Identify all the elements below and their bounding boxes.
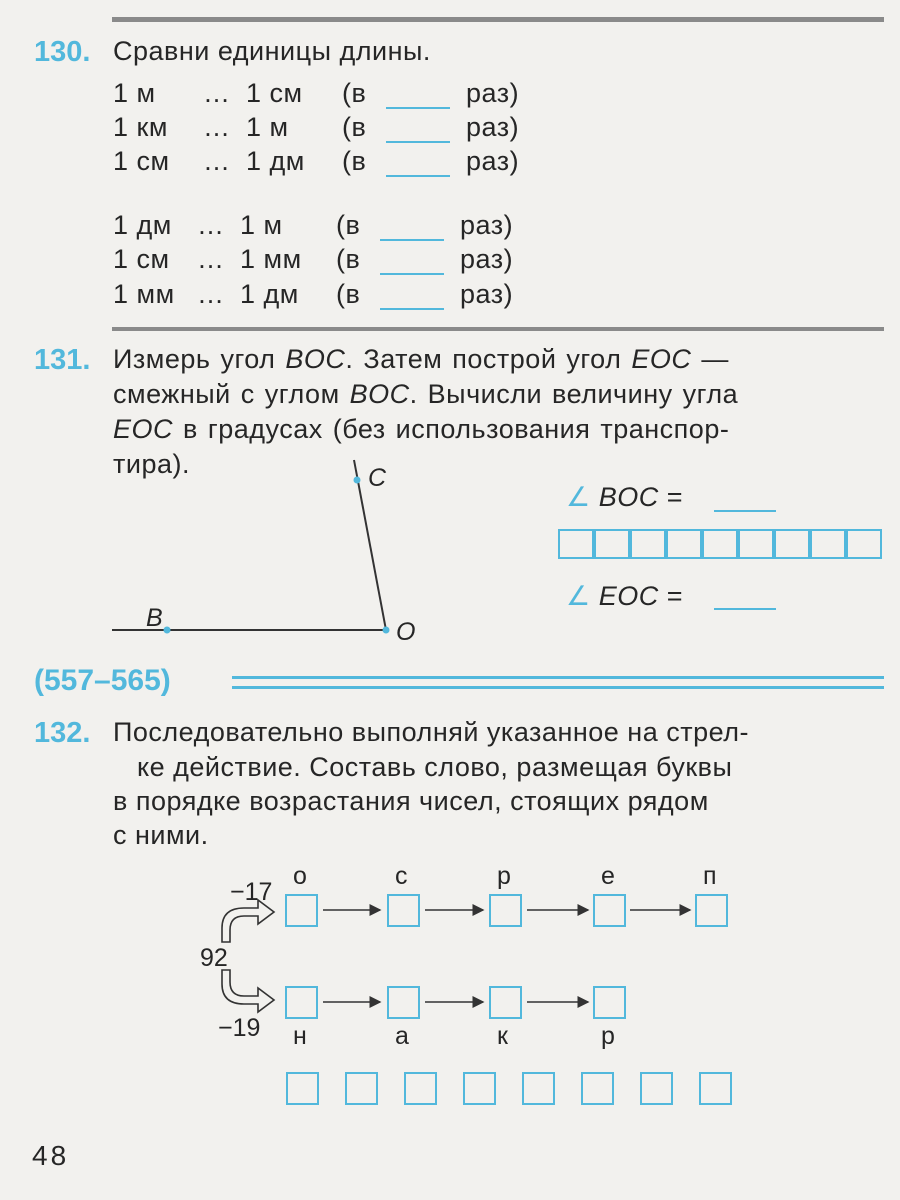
unit-right: 1 см <box>246 78 303 108</box>
letter-label: а <box>395 1022 409 1050</box>
task-132-line-1: Последовательно выполняй указанное на стрел- <box>113 717 749 747</box>
task-131-line-4: тира). <box>113 449 190 479</box>
unit-right: 1 дм <box>246 146 305 176</box>
grid-cell[interactable] <box>846 529 882 559</box>
text-span: в градусах (без использования транспор- <box>173 414 730 444</box>
angle-name: EOC <box>631 344 692 374</box>
start-number: 92 <box>200 944 228 972</box>
chain-box-top[interactable] <box>593 894 626 927</box>
paren-open: (в <box>342 78 367 108</box>
angle-icon: ∠ <box>566 581 591 611</box>
equals-sign: = <box>666 581 684 611</box>
answer-boc-blank[interactable] <box>714 510 776 512</box>
point-o-label: O <box>396 618 416 646</box>
angle-name: EOC <box>598 581 659 611</box>
angle-name: BOC <box>285 344 346 374</box>
point-b-label: B <box>146 604 163 632</box>
answer-letter-box[interactable] <box>581 1072 614 1105</box>
answer-letter-box[interactable] <box>404 1072 437 1105</box>
paren-open: (в <box>336 244 361 274</box>
answer-letter-box[interactable] <box>640 1072 673 1105</box>
answer-letter-box[interactable] <box>345 1072 378 1105</box>
angle-icon: ∠ <box>566 482 591 512</box>
task-131-number: 131. <box>34 344 91 376</box>
task-131-line-1 <box>113 344 729 375</box>
top-rule <box>112 17 884 22</box>
letter-label: н <box>293 1022 307 1050</box>
task-132-line-3: в порядке возрастания чисел, стоящих рядом <box>113 786 709 816</box>
section-double-rule-2 <box>232 686 884 689</box>
answer-letter-box[interactable] <box>286 1072 319 1105</box>
curved-arrow-down <box>222 970 274 1012</box>
answer-blank[interactable] <box>380 239 444 241</box>
comparison-dots: … <box>197 279 225 309</box>
paren-close: раз) <box>460 244 514 274</box>
paren-open: (в <box>342 112 367 142</box>
answer-blank[interactable] <box>380 273 444 275</box>
letter-label: с <box>395 862 408 890</box>
grid-cell[interactable] <box>774 529 810 559</box>
answer-letter-box[interactable] <box>699 1072 732 1105</box>
section-double-rule <box>232 676 884 679</box>
text-span: . Вычисли величину угла <box>409 379 739 409</box>
paren-open: (в <box>336 210 361 240</box>
equals-sign: = <box>666 482 684 512</box>
answer-blank[interactable] <box>386 107 450 109</box>
angle-name: BOC <box>349 379 410 409</box>
chain-box-bottom[interactable] <box>593 986 626 1019</box>
bottom-operation: −19 <box>218 1014 261 1042</box>
task-132-line-2: ке действие. Составь слово, размещая буквы <box>137 752 733 782</box>
unit-left: 1 см <box>113 244 170 274</box>
unit-right: 1 мм <box>240 244 302 274</box>
text-span: Измерь угол <box>113 344 286 374</box>
unit-left: 1 м <box>113 78 156 108</box>
unit-right: 1 м <box>246 112 289 142</box>
section-range: (557–565) <box>34 664 171 697</box>
unit-left: 1 дм <box>113 210 172 240</box>
grid-cell[interactable] <box>666 529 702 559</box>
grid-cell[interactable] <box>558 529 594 559</box>
task-132-line-4: с ними. <box>113 820 209 850</box>
letter-label: е <box>601 862 615 890</box>
answer-blank[interactable] <box>386 141 450 143</box>
task-130-number: 130. <box>34 36 91 68</box>
paren-close: раз) <box>466 146 520 176</box>
page-number: 48 <box>32 1140 70 1171</box>
grid-cell[interactable] <box>630 529 666 559</box>
comparison-dots: … <box>203 112 231 142</box>
comparison-dots: … <box>197 244 225 274</box>
task-130-title: Сравни единицы длины. <box>113 36 431 66</box>
chain-box-bottom[interactable] <box>489 986 522 1019</box>
answer-letter-box[interactable] <box>522 1072 555 1105</box>
answer-blank[interactable] <box>380 308 444 310</box>
task-130-rule <box>112 327 884 331</box>
grid-cell[interactable] <box>810 529 846 559</box>
top-operation: −17 <box>230 878 273 906</box>
comparison-dots: … <box>203 146 231 176</box>
paren-close: раз) <box>466 112 520 142</box>
paren-close: раз) <box>460 279 514 309</box>
paren-open: (в <box>336 279 361 309</box>
unit-left: 1 км <box>113 112 168 142</box>
comparison-dots: … <box>203 78 231 108</box>
letter-label: о <box>293 862 307 890</box>
point-b-dot <box>164 627 171 634</box>
text-span: . Затем построй угол <box>345 344 632 374</box>
answer-eoc <box>566 581 683 612</box>
answer-blank[interactable] <box>386 175 450 177</box>
letter-label: п <box>703 862 717 890</box>
paren-open: (в <box>342 146 367 176</box>
chain-box-bottom[interactable] <box>387 986 420 1019</box>
paren-close: раз) <box>466 78 520 108</box>
grid-cell[interactable] <box>738 529 774 559</box>
text-span: смежный с углом <box>113 379 350 409</box>
letter-label: к <box>497 1022 508 1050</box>
angle-name: EOC <box>113 414 174 444</box>
chain-box-top[interactable] <box>695 894 728 927</box>
unit-left: 1 мм <box>113 279 175 309</box>
answer-eoc-blank[interactable] <box>714 608 776 610</box>
chain-box-top[interactable] <box>489 894 522 927</box>
angle-name: BOC <box>598 482 659 512</box>
unit-right: 1 дм <box>240 279 299 309</box>
comparison-dots: … <box>197 210 225 240</box>
point-c-dot <box>354 477 361 484</box>
chain-box-top[interactable] <box>285 894 318 927</box>
task-132-number: 132. <box>34 717 91 749</box>
letter-label: р <box>601 1022 615 1050</box>
answer-boc <box>566 482 683 513</box>
paren-close: раз) <box>460 210 514 240</box>
unit-left: 1 см <box>113 146 170 176</box>
grid-cell[interactable] <box>594 529 630 559</box>
unit-right: 1 м <box>240 210 283 240</box>
answer-letter-box[interactable] <box>463 1072 496 1105</box>
chain-arrows <box>200 880 760 1050</box>
task-131-line-3 <box>113 414 729 445</box>
grid-cell[interactable] <box>702 529 738 559</box>
task-131-line-2 <box>113 379 738 410</box>
chain-box-bottom[interactable] <box>285 986 318 1019</box>
point-c-label: C <box>368 464 387 492</box>
letter-label: р <box>497 862 511 890</box>
point-o-dot <box>383 627 390 634</box>
chain-box-top[interactable] <box>387 894 420 927</box>
text-span: — <box>691 344 729 374</box>
